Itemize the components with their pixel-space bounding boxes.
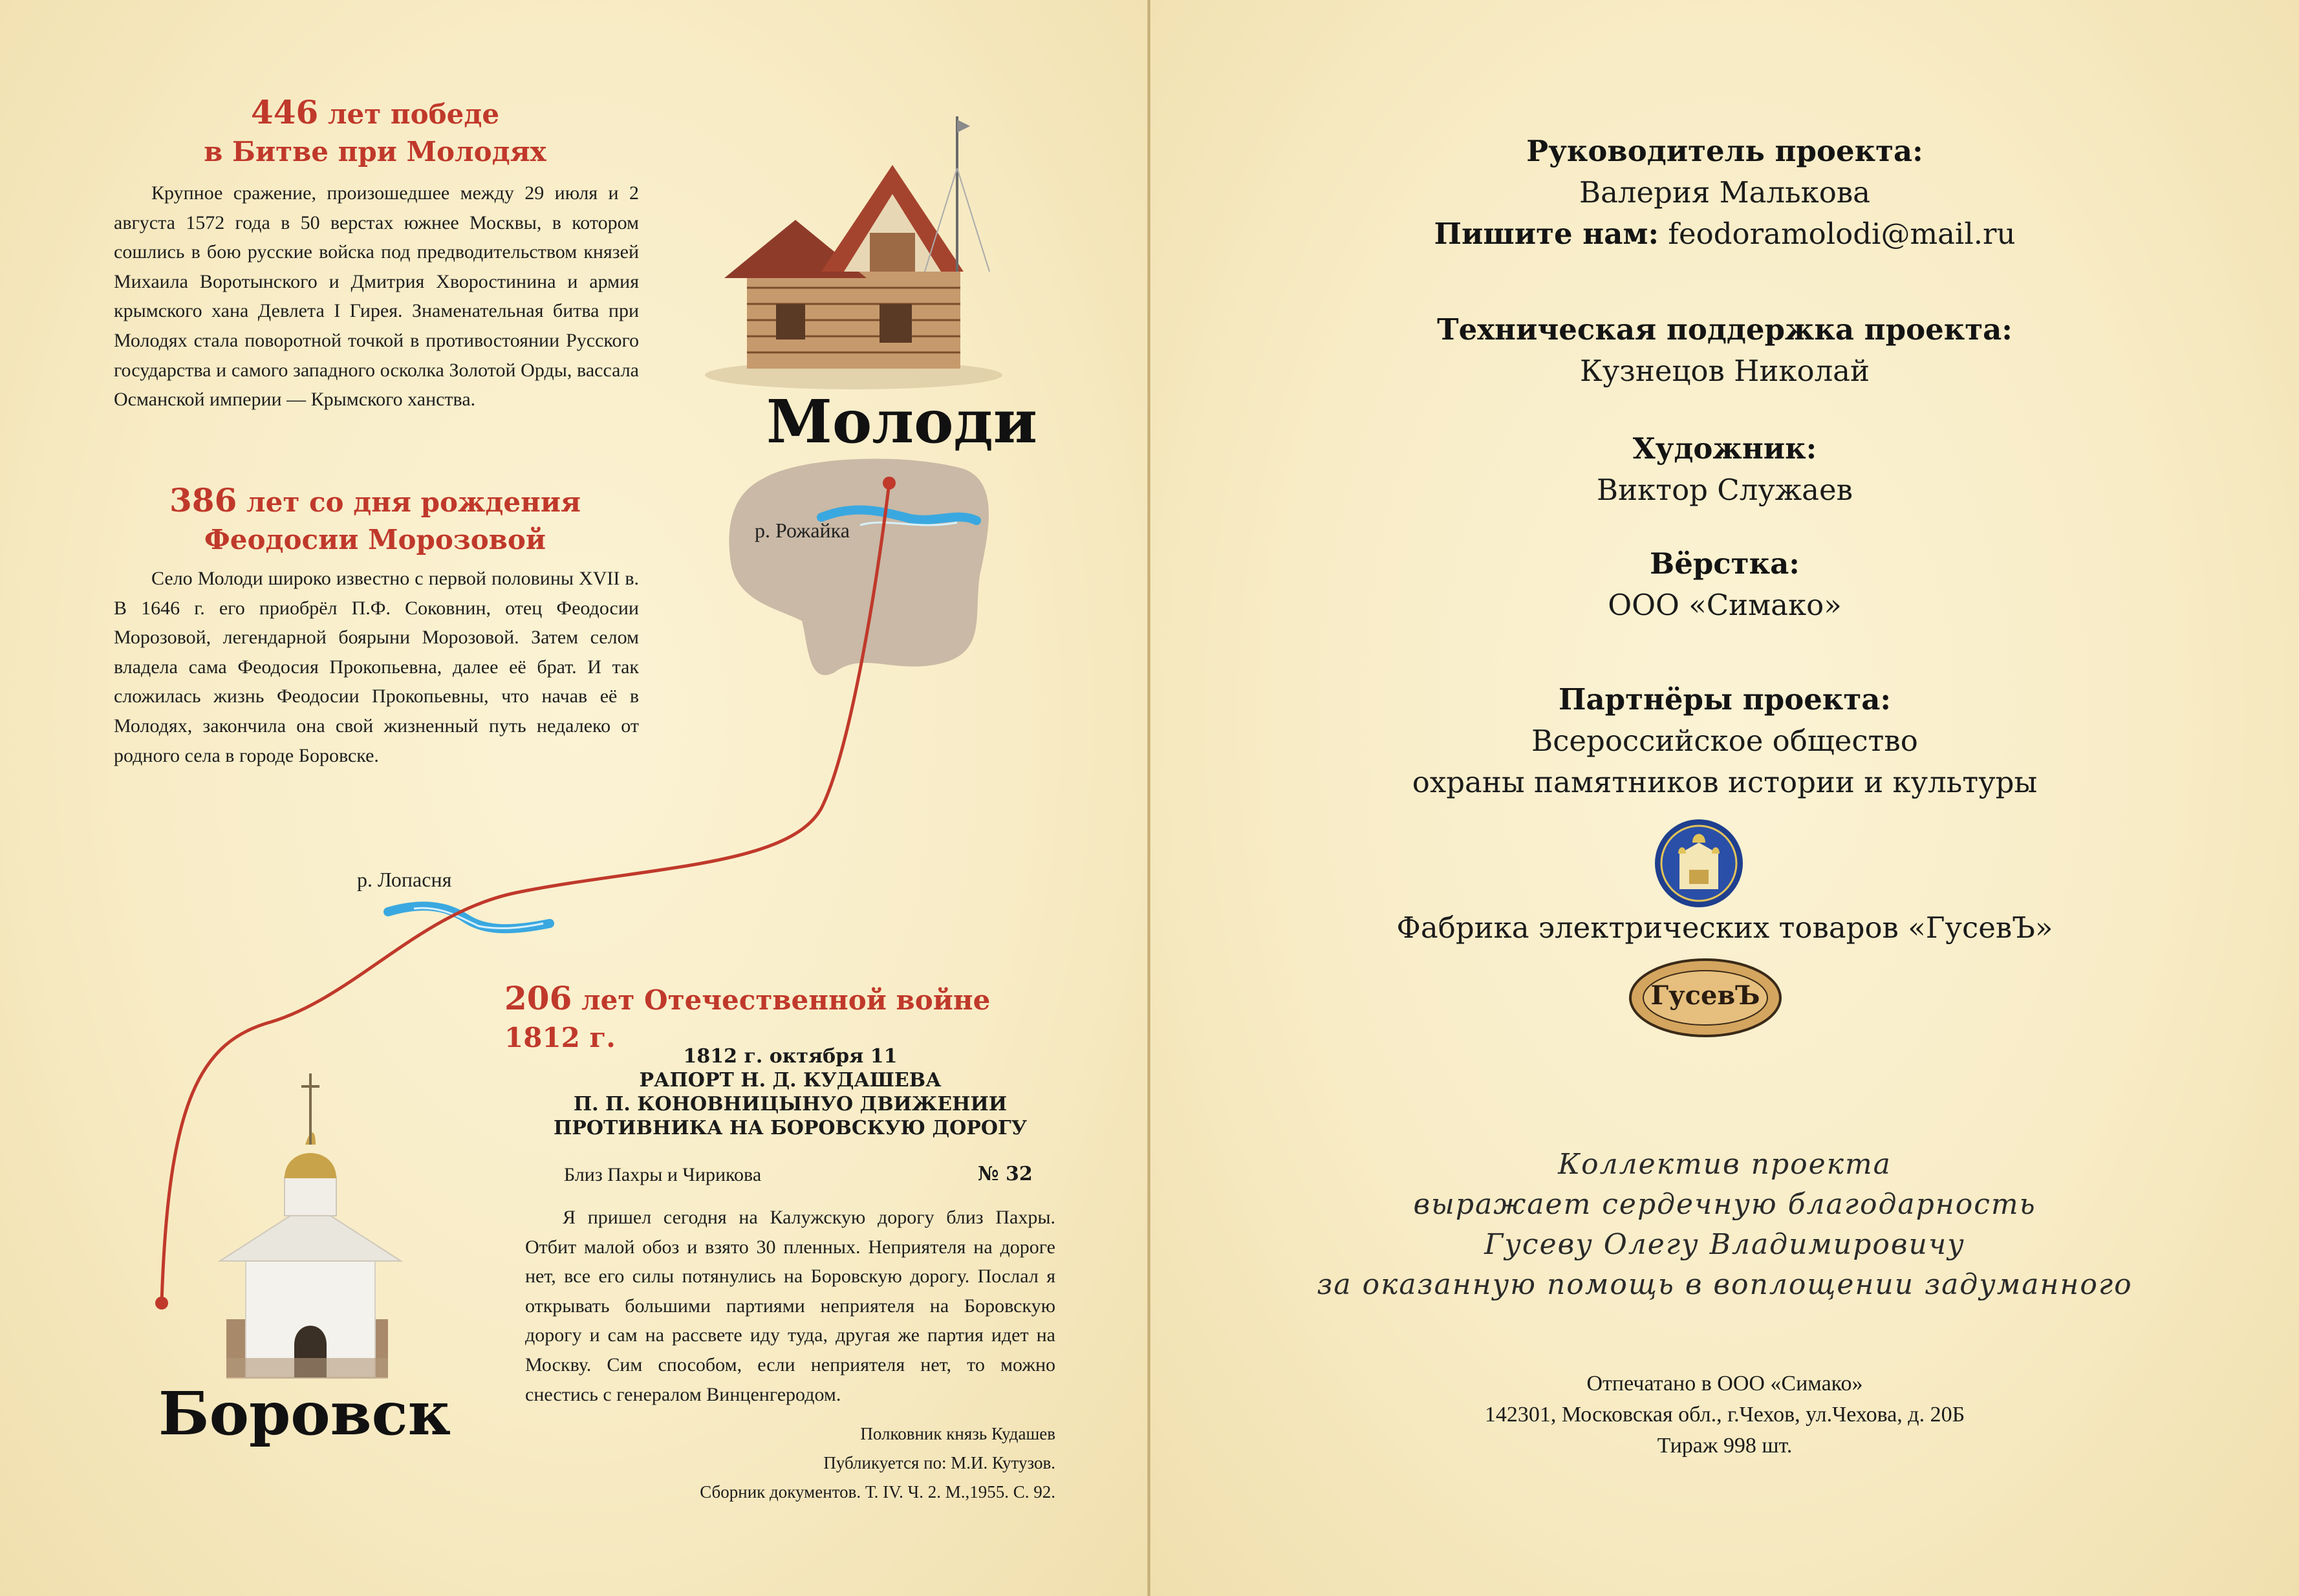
report-body: Я пришел сегодня на Калужскую дорогу близ Пахры. Отбит малой обоз и взято 30 пленных. Неприятеля на дороге нет, все его силы потянулись на Боровскую дорогу. Послал я открывать большими партиями неприятеля на Боровскую дорогу и сам на рассвете иду туда, другая же партия идет на Москву. Сим способом, если неприятеля нет, то можно снестись с генералом Винценгеродом. (525, 1207, 1055, 1405)
chapel-illustration (220, 1073, 401, 1379)
section2-body: Село Молоди широко известно с первой половины XVII в. В 1646 г. его приобрёл П.Ф. Соковнин, отец Феодосии Морозовой, легендарной боярыни Морозовой. Затем селом владела сама Феодосия Прокопьевна, далее её брат. И так сложилась жизнь Феодосии Прокопьевны, что начав её в Молодях, закончила она свой жизненный путь недалеко от родного села в городе Боровске. (114, 568, 639, 766)
artist: Художник: Виктор Служаев (1597, 431, 1853, 507)
report-number: № 32 (978, 1163, 1033, 1185)
molodi-area-shape (729, 458, 988, 675)
city-molodi: Молоди (766, 387, 1037, 457)
layout-credit: Вёрстка: ООО «Симако» (1608, 546, 1842, 622)
wooden-house-illustration (705, 116, 1002, 389)
thanks-block: Коллектив проекта выражает сердечную благодарность Гусеву Олегу Владимировичу за оказанную помощь в воплощении задуманного (1317, 1148, 2133, 1301)
section1-heading: 446 лет победе в Битве при Молодях (204, 93, 546, 167)
right-page (1150, 0, 2299, 1596)
imprint-block: Отпечатано в ООО «Симако» 142301, Московская обл., г.Чехов, ул.Чехова, д. 20Б Тираж 998 шт. (1484, 1372, 1965, 1458)
report-source: Полковник князь Кудашев Публикуется по: М.И. Кутузов. Сборник документов. Т. IV. Ч. 2. М.,1955. С. 92. (700, 1424, 1055, 1502)
left-page (0, 0, 1147, 1596)
section3-heading: 206 лет Отечественной войне 1812 г. (504, 979, 991, 1053)
gusev-logo: ГусевЪ (1629, 958, 1782, 1037)
river-lopasnya-label: р. Лопасня (357, 868, 452, 891)
section2-heading: 386 лет со дня рождения Феодосии Морозовой (169, 481, 581, 555)
contact-email[interactable]: feodoramolodi@mail.ru (1668, 217, 2016, 251)
report-title: 1812 г. октября 11 РАПОРТ Н. Д. КУДАШЕВА П. П. КОНОВНИЦЫНУО ДВИЖЕНИИ ПРОТИВНИКА НА БОРОВСКУЮ ДОРОГУ (553, 1045, 1028, 1139)
project-leader: Руководитель проекта: Валерия Малькова Пишите нам: feodoramolodi@mail.ru (1150, 131, 2299, 255)
section1-body: Крупное сражение, произошедшее между 29 июля и 2 августа 1572 года в 50 верстах южнее Москвы, в котором сошлись в бою русские войска под предводительством князей Михаила Воротынского и Дмитрия Хворостинина и армия крымского хана Девлета I Гирея. Знаменательная битва при Молодях стала поворотной точкой в противостоянии Русского государства и самого западного осколка Золотой Орды, вассала Османской империи — Крымского ханства. (114, 182, 639, 411)
molodi-point (883, 477, 896, 490)
partners: Партнёры проекта: Всероссийское общество охраны памятников истории и культуры (1412, 682, 2038, 799)
tech-support: Техническая поддержка проекта: Кузнецов Николай (1437, 312, 2013, 388)
city-borovsk: Боровск (158, 1379, 451, 1449)
river-rozhayka-label: р. Рожайка (755, 519, 850, 542)
vooopik-logo (1654, 818, 1744, 909)
borovsk-point (155, 1297, 168, 1310)
contact-line: Пишите нам: feodoramolodi@mail.ru (1434, 217, 2016, 251)
report-place: Близ Пахры и Чирикова (564, 1164, 762, 1185)
partner-gusev: Фабрика электрических товаров «ГусевЪ» (1396, 911, 2053, 945)
